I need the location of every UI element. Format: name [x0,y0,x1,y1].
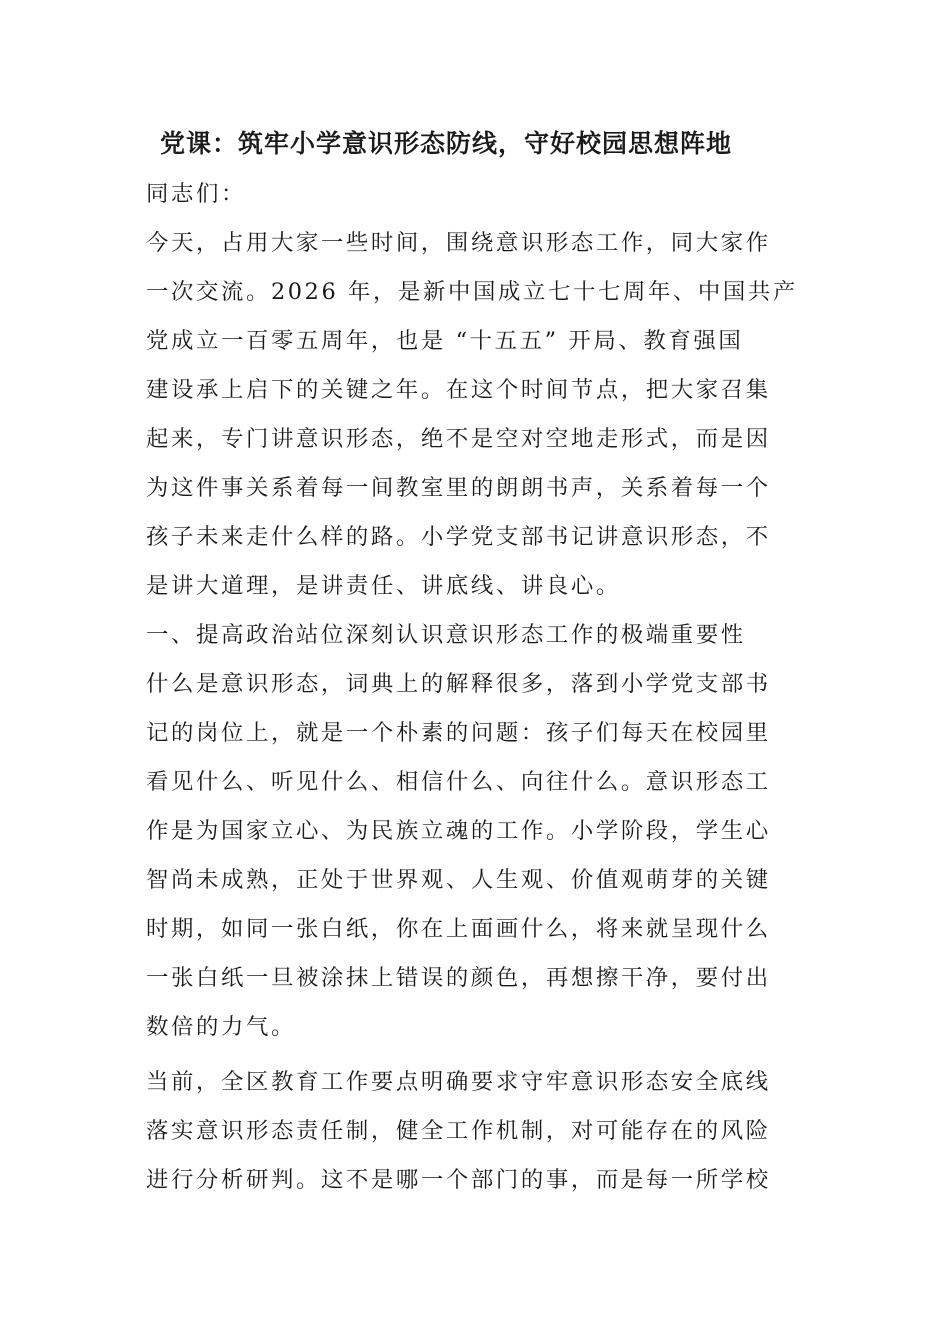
paragraph-current [146,1058,826,1205]
section-heading-line: 一、提高政治站位深刻认识意识形态工作的极端重要性 [146,622,746,648]
salutation: 同志们： [146,181,246,207]
paragraph-line: 一次交流。2026 年，是新中国成立七十七周年、中国共产 [146,279,798,305]
paragraph-line: 孩子未来走什么样的路。小学党支部书记讲意识形态，不 [146,524,771,550]
paragraph-line: 是讲大道理，是讲责任、讲底线、讲良心。 [146,573,621,599]
document-body [146,170,826,1205]
paragraph-intro [146,219,826,611]
paragraph-line: 当前，全区教育工作要点明确要求守牢意识形态安全底线 [146,1069,771,1095]
paragraph-line: 落实意识形态责任制，健全工作机制，对可能存在的风险 [146,1118,771,1144]
paragraph-line: 建设承上启下的关键之年。在这个时间节点，把大家召集 [146,377,771,403]
paragraph-line: 起来，专门讲意识形态，绝不是空对空地走形式，而是因 [146,426,771,452]
paragraph-line: 进行分析研判。这不是哪一个部门的事，而是每一所学校 [146,1167,771,1193]
paragraph-line: 一张白纸一旦被涂抹上错误的颜色，再想擦干净，要付出 [146,965,771,991]
paragraph-line: 智尚未成熟，正处于世界观、人生观、价值观萌芽的关键 [146,867,771,893]
paragraph-line: 时期，如同一张白纸，你在上面画什么，将来就呈现什么 [146,916,771,942]
document-title: 党课：筑牢小学意识形态防线，守好校园思想阵地 [160,129,733,158]
paragraph-line: 什么是意识形态，词典上的解释很多，落到小学党支部书 [146,671,771,697]
paragraph-section-1 [146,660,826,1052]
section-heading-1 [146,611,826,660]
paragraph-line: 党成立一百零五周年，也是 “十五五” 开局、教育强国 [146,328,744,354]
paragraph-line: 今天，占用大家一些时间，围绕意识形态工作，同大家作 [146,230,771,256]
paragraph-line: 记的岗位上，就是一个朴素的问题：孩子们每天在校园里 [146,720,771,746]
paragraph-line: 为这件事关系着每一间教室里的朗朗书声，关系着每一个 [146,475,771,501]
paragraph-line: 作是为国家立心、为民族立魂的工作。小学阶段，学生心 [146,818,771,844]
paragraph-line: 数倍的力气。 [146,1014,296,1040]
paragraph-line: 看见什么、听见什么、相信什么、向往什么。意识形态工 [146,769,771,795]
